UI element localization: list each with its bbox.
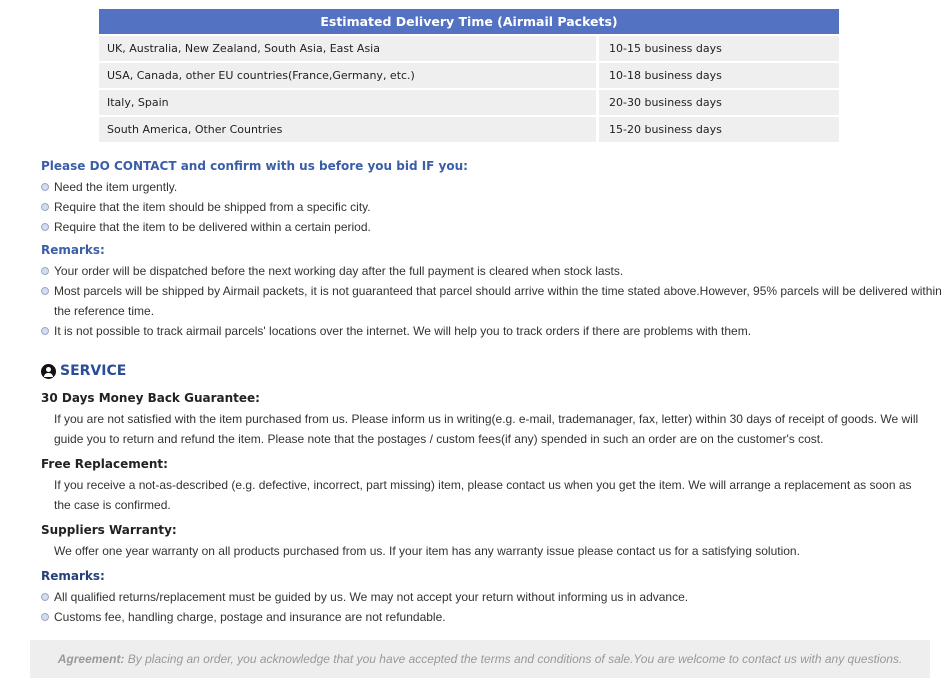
list-item <box>41 217 946 237</box>
money-back-text: If you are not satisfied with the item purchased from us. Please inform us in writing(e.g. e-mail, trademanager, fax, letter) within 30 days of receipt of goods. We will guide you to return and refund the item. Please note that the postages / custom fees(if any) spended in such an order are on the customer's cost. <box>54 412 919 446</box>
list-item-text: Need the item urgently. <box>54 180 178 194</box>
list-item <box>41 197 946 217</box>
time-cell: 10-18 business days <box>599 63 839 88</box>
contact-list <box>41 177 946 237</box>
list-item <box>41 261 946 281</box>
warranty-text: We offer one year warranty on all products purchased from us. If your item has any warranty issue please contact us for a satisfying solution. <box>54 544 800 558</box>
list-item-text: Require that the item to be delivered within a certain period. <box>54 220 371 234</box>
region-cell: South America, Other Countries <box>99 117 596 142</box>
replacement-text: If you receive a not-as-described (e.g. defective, incorrect, part missing) item, please contact us when you get the item. We will arrange a replacement as soon as the case is confirmed. <box>54 478 912 512</box>
money-back-title: 30 Days Money Back Guarantee: <box>41 391 260 405</box>
bullet-icon <box>41 287 49 295</box>
table-row <box>99 36 839 61</box>
delivery-table <box>99 9 839 142</box>
agreement-text: By placing an order, you acknowledge that you have accepted the terms and conditions of sale.You are welcome to contact us with any questions. <box>127 652 903 666</box>
list-item-text: All qualified returns/replacement must be guided by us. We may not accept your return without informing us in advance. <box>54 590 689 604</box>
delivery-table-title: Estimated Delivery Time (Airmail Packets) <box>99 9 839 34</box>
list-item-text: It is not possible to track airmail parcels' locations over the internet. We will help you to track orders if there are problems with them. <box>54 324 752 338</box>
bullet-icon <box>41 267 49 275</box>
list-item <box>41 177 946 197</box>
time-cell: 15-20 business days <box>599 117 839 142</box>
region-cell: Italy, Spain <box>99 90 596 115</box>
time-cell: 20-30 business days <box>599 90 839 115</box>
remarks-list <box>41 587 946 627</box>
bullet-icon <box>41 183 49 191</box>
replacement-title: Free Replacement: <box>41 457 168 471</box>
list-item <box>41 587 946 607</box>
list-item-text: Require that the item should be shipped from a specific city. <box>54 200 371 214</box>
list-item <box>41 321 946 341</box>
list-item <box>41 281 946 321</box>
service-heading-text: SERVICE <box>60 363 127 379</box>
table-row <box>99 117 839 142</box>
warranty-title: Suppliers Warranty: <box>41 523 177 537</box>
region-cell: UK, Australia, New Zealand, South Asia, East Asia <box>99 36 596 61</box>
remarks-list <box>41 261 946 341</box>
list-item <box>41 607 946 627</box>
bullet-icon <box>41 593 49 601</box>
bullet-icon <box>41 613 49 621</box>
region-cell: USA, Canada, other EU countries(France,Germany, etc.) <box>99 63 596 88</box>
bullet-icon <box>41 327 49 335</box>
table-row <box>99 63 839 88</box>
list-item-text: Your order will be dispatched before the next working day after the full payment is cleared when stock lasts. <box>54 264 624 278</box>
service-heading <box>41 363 126 379</box>
bullet-icon <box>41 223 49 231</box>
remarks-heading: Remarks: <box>41 569 105 583</box>
table-row <box>99 90 839 115</box>
agreement-bar <box>30 640 930 678</box>
time-cell: 10-15 business days <box>599 36 839 61</box>
list-item-text: Customs fee, handling charge, postage and insurance are not refundable. <box>54 610 446 624</box>
remarks-heading: Remarks: <box>41 243 105 257</box>
agreement-label: Agreement: <box>57 652 125 666</box>
contact-heading: Please DO CONTACT and confirm with us before you bid IF you: <box>41 159 468 173</box>
bullet-icon <box>41 203 49 211</box>
service-icon <box>41 364 56 379</box>
list-item-text: Most parcels will be shipped by Airmail packets, it is not guaranteed that parcel should arrive within the time stated above.However, 95% parcels will be delivered within the reference time. <box>54 284 942 318</box>
